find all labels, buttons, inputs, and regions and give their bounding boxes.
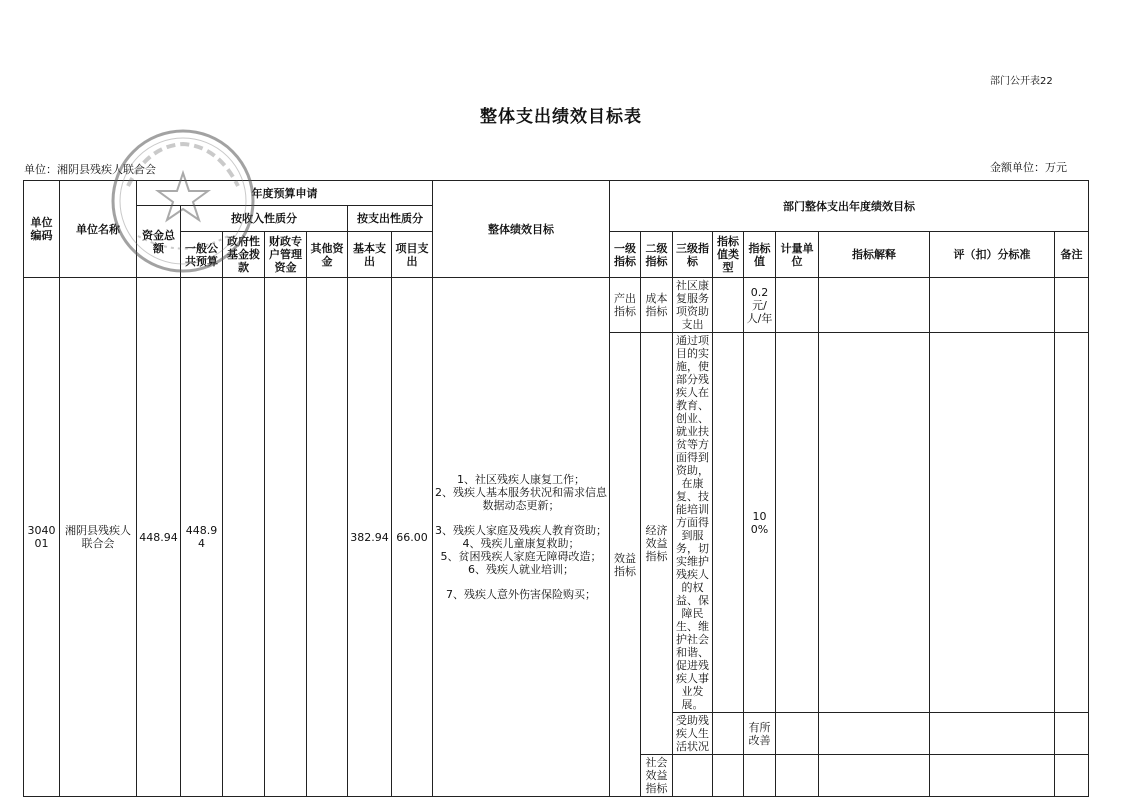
header-gov-fund: 政府性基金拨款: [223, 232, 265, 278]
indicator-remarks: [1055, 333, 1089, 713]
indicator-measure-unit: [776, 713, 819, 755]
header-value: 指标值: [744, 232, 776, 278]
indicator-level2: 成本指标: [641, 278, 673, 333]
header-other-funds: 其他资金: [307, 232, 348, 278]
performance-table: [23, 180, 1089, 797]
indicator-value: [744, 755, 776, 797]
indicator-explanation: [819, 333, 930, 713]
header-total-funds: 资金总额: [137, 206, 181, 278]
indicator-value-type: [713, 333, 744, 713]
indicator-level2: 经济效益指标: [641, 333, 673, 755]
indicator-explanation: [819, 713, 930, 755]
indicator-value: 0.2元/人/年: [744, 278, 776, 333]
table-number-label: 部门公开表22: [990, 76, 1053, 87]
indicator-level1: 产出指标: [610, 278, 641, 333]
indicator-value: 100%: [744, 333, 776, 713]
cell-total-funds: 448.94: [137, 278, 181, 797]
indicator-level3: [673, 755, 713, 797]
indicator-level1: 效益指标: [610, 333, 641, 797]
goal-item: 6、残疾人就业培训；: [468, 563, 574, 576]
indicator-value-type: [713, 713, 744, 755]
header-measure-unit: 计量单位: [776, 232, 819, 278]
header-remarks: 备注: [1055, 232, 1089, 278]
header-special-account: 财政专户管理资金: [265, 232, 307, 278]
indicator-value: 有所改善: [744, 713, 776, 755]
indicator-level3: 社区康复服务项资助支出: [673, 278, 713, 333]
header-unit-code: 单位编码: [24, 181, 60, 278]
header-scoring: 评（扣）分标准: [930, 232, 1055, 278]
goal-item: 2、残疾人基本服务状况和需求信息数据动态更新；: [435, 486, 607, 512]
header-annual-budget: 年度预算申请: [137, 181, 433, 206]
indicator-measure-unit: [776, 278, 819, 333]
goal-item: 3、残疾人家庭及残疾人教育资助；: [435, 524, 607, 537]
cell-special-account: [265, 278, 307, 797]
goal-item: 4、残疾儿童康复救助；: [462, 537, 580, 550]
cell-other-funds: [307, 278, 348, 797]
header-project-expense: 项目支出: [392, 232, 433, 278]
unit-label: 单位：湘阴县残疾人联合会: [24, 163, 156, 176]
cell-basic-expense: 382.94: [348, 278, 392, 797]
cell-project-expense: 66.00: [392, 278, 433, 797]
header-level2: 二级指标: [641, 232, 673, 278]
header-explanation: 指标解释: [819, 232, 930, 278]
indicator-remarks: [1055, 713, 1089, 755]
header-by-expense: 按支出性质分: [348, 206, 433, 232]
indicator-remarks: [1055, 278, 1089, 333]
cell-gov-fund: [223, 278, 265, 797]
indicator-explanation: [819, 278, 930, 333]
indicator-scoring: [930, 713, 1055, 755]
header-by-income: 按收入性质分: [181, 206, 348, 232]
goal-item: 1、社区残疾人康复工作；: [457, 473, 585, 486]
page-title: 整体支出绩效目标表: [480, 107, 642, 127]
money-unit-label: 金额单位：万元: [990, 161, 1067, 174]
header-dept-goal: 部门整体支出年度绩效目标: [610, 181, 1089, 232]
indicator-remarks: [1055, 755, 1089, 797]
indicator-explanation: [819, 755, 930, 797]
cell-general-budget: 448.94: [181, 278, 223, 797]
header-level1: 一级指标: [610, 232, 641, 278]
overall-goal-list: [433, 278, 610, 797]
indicator-value-type: [713, 755, 744, 797]
header-general-budget: 一般公共预算: [181, 232, 223, 278]
indicator-measure-unit: [776, 755, 819, 797]
indicator-measure-unit: [776, 333, 819, 713]
indicator-scoring: [930, 755, 1055, 797]
indicator-scoring: [930, 333, 1055, 713]
goal-item: 5、贫困残疾人家庭无障碍改造；: [440, 550, 602, 563]
header-unit-name: 单位名称: [60, 181, 137, 278]
header-value-type: 指标值类型: [713, 232, 744, 278]
cell-unit-name: 湘阴县残疾人联合会: [60, 278, 137, 797]
indicator-level2: 社会效益指标: [641, 755, 673, 797]
indicator-value-type: [713, 278, 744, 333]
cell-unit-code: 304001: [24, 278, 60, 797]
indicator-level3: 通过项目的实施，使部分残疾人在教育、创业、就业扶贫等方面得到资助，在康复、技能培训方面得到服务，切实维护残疾人的权益、保障民生、维护社会和谐、促进残疾人事业发展。: [673, 333, 713, 713]
header-level3: 三级指标: [673, 232, 713, 278]
header-overall-goal: 整体绩效目标: [433, 181, 610, 278]
indicator-level3: 受助残疾人生活状况: [673, 713, 713, 755]
indicator-scoring: [930, 278, 1055, 333]
goal-item: 7、残疾人意外伤害保险购买；: [446, 588, 596, 601]
header-basic-expense: 基本支出: [348, 232, 392, 278]
